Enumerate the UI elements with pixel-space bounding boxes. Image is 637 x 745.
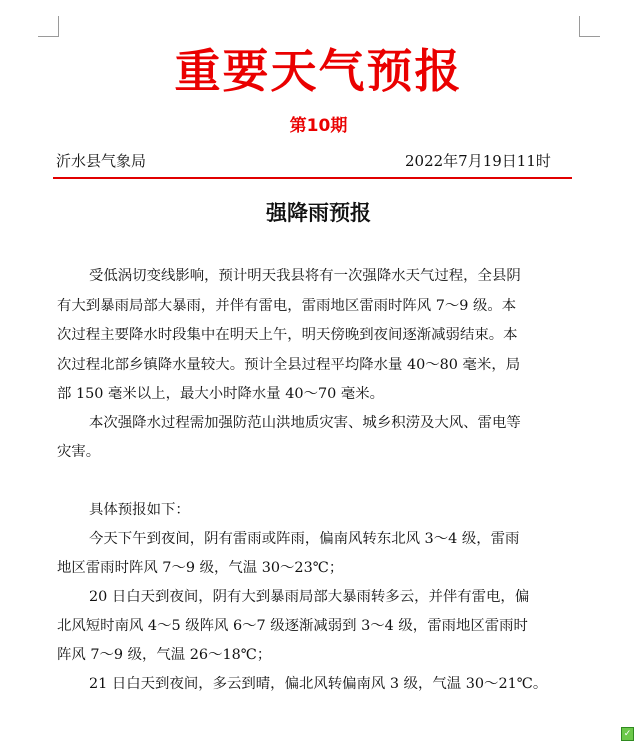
check-badge-icon[interactable]: ✓ <box>621 727 634 741</box>
forecast-heading: 强降雨预报 <box>266 201 371 225</box>
body-line: 受低涡切变线影响，预计明天我县将有一次强降水天气过程，全县阴 <box>89 268 521 284</box>
body-line: 北风短时南风 4～5 级阵风 6～7 级逐渐减弱到 3～4 级，雷雨地区雷雨时 <box>57 618 528 634</box>
body-line: 21 日白天到夜间，多云到晴，偏北风转偏南风 3 级，气温 30～21℃。 <box>89 676 548 692</box>
issue-number: 第10期 <box>289 116 348 136</box>
issuing-organization: 沂水县气象局 <box>56 152 147 170</box>
body-line: 20 日白天到夜间，阴有大到暴雨局部大暴雨转多云，并伴有雷电，偏 <box>89 589 530 605</box>
body-line: 灾害。 <box>57 444 101 460</box>
body-line: 地区雷雨时阵风 7～9 级，气温 30～23℃； <box>57 560 344 576</box>
body-line: 本次强降水过程需加强防范山洪地质灾害、城乡积涝及大风、雷电等 <box>89 415 521 431</box>
body-line: 有大到暴雨局部大暴雨，并伴有雷电，雷雨地区雷雨时阵风 7～9 级。本 <box>57 298 517 314</box>
document-title: 重要天气预报 <box>174 44 463 98</box>
body-line: 次过程主要降水时段集中在明天上午，明天傍晚到夜间逐渐减弱结束。本 <box>57 327 518 343</box>
margin-corner-mark-top-left <box>38 16 59 37</box>
body-line: 部 150 毫米以上，最大小时降水量 40～70 毫米。 <box>57 386 385 402</box>
body-line: 具体预报如下： <box>89 502 190 518</box>
body-line: 今天下午到夜间，阴有雷雨或阵雨，偏南风转东北风 3～4 级，雷雨 <box>89 531 520 547</box>
header-divider <box>53 177 572 179</box>
body-line: 阵风 7～9 级，气温 26～18℃； <box>57 647 272 663</box>
margin-corner-mark-top-right <box>579 16 600 37</box>
issue-date: 2022年7月19日11时 <box>405 152 551 170</box>
body-line: 次过程北部乡镇降水量较大。预计全县过程平均降水量 40～80 毫米，局 <box>57 357 521 373</box>
